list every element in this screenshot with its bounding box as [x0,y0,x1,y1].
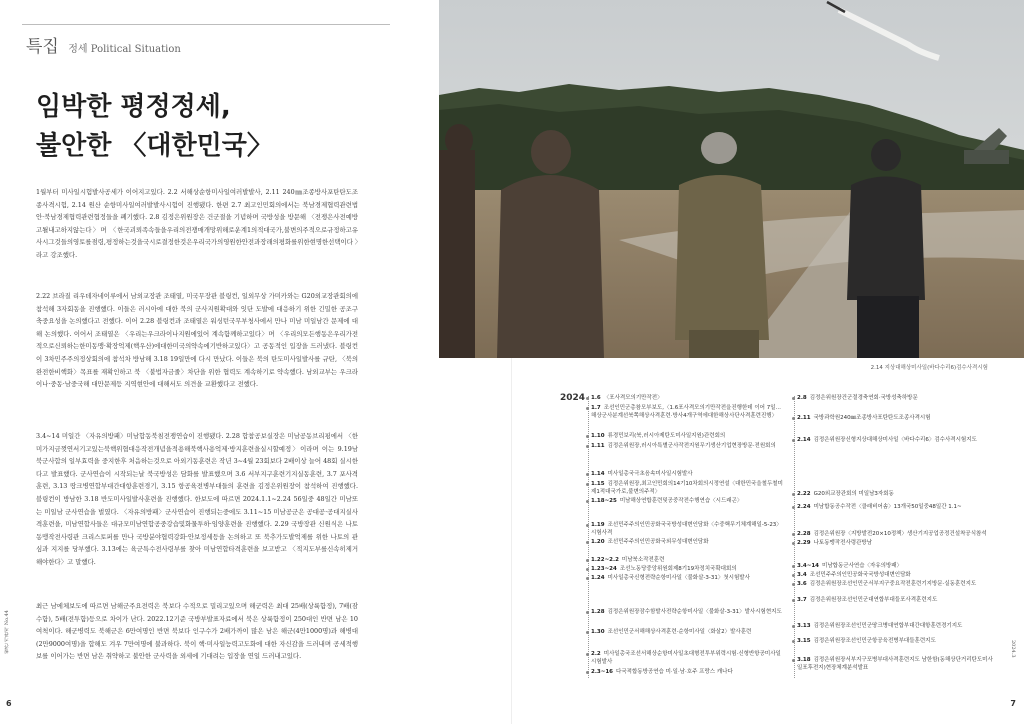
timeline-entry: 1.15 김정은위원장,최고인민회의14기10차회의시정연설〈대한민국을철두철미제1적대국가로,불변의주적〉 [591,480,786,496]
timeline-entry: 3.13 김정은위원장조선인민군땅크병대연합부대간대항훈련경기지도 [797,622,997,630]
timeline-entry: 1.30 조선인민군서해해상사격훈련·순항미사일〈화살2〉발사훈련 [591,628,786,636]
timeline-entry: 1.6 〈포사격모의기만작전〉 [591,394,786,402]
timeline-entry: 3.4~14 미남합동군사연습〈자유의방패〉 [797,562,997,570]
timeline-entry: 2.24 미남합동공수작전〈클래비어솜〉13개국50일중48일간 1.1~ [797,503,997,511]
timeline-entry: 2.14 김정은위원장신형지상대해상미사일〈바다수리6〉검수사격시험지도 [797,436,997,444]
timeline-entry: 1.24 미사일총국신형전략순항미사일〈불화살-3-31〉첫시험발사 [591,574,786,582]
headline-line-2: 불안한 〈대한민국〉 [36,131,273,161]
timeline-entry: 1.10 류경민보리(북,러시아제탄도미사일지원)관련회의 [591,432,786,440]
page-number-right: 7 [1010,699,1016,708]
page-number-left: 6 [6,699,12,708]
magazine-side-label: 월간 기관지 No.44 [4,610,10,654]
section-title: 특집 [26,37,59,57]
timeline-entry: 1.23~24 조선노동당중앙위원회제8기19차정치국확대회의 [591,565,786,573]
headline [36,88,273,166]
timeline-entry: 2.3~16 다국적합동방공연습 미·일·남·호주 프랑스 캐나다 [591,668,786,676]
timeline-entry: 1.14 미사일총국극초음속미사일시험발사 [591,470,786,478]
timeline-entry: 2.28 김정은위원장〈지방발전20×10정책〉생산기지공업공정건설착공식참석 [797,530,997,538]
photo-caption: 2.14 지상대해상미사일(바다수리6)검수사격시험 [870,365,988,371]
timeline-entry: 2.22 G20외교장관회의 미일남3자회동 [797,490,997,498]
timeline-entry: 1.22~2.2 미남북소작전훈련 [591,556,786,564]
timeline-entry: 1.19 조선민주주의인민공화국국방성대변인담화〈수중핵무기체계해일-5-23〉시험사격 [591,521,786,537]
body-paragraph-4: 최근 남에체보도에 따르면 남해군주요전력은 북보다 수적으로 밀리고있으며 해군력은 최대 25배(상륙함정), 7배(잠수함), 5배(전투함)등으로 차이가 난다. 2022.12기준 국방부발표자료에서 북은 상륙함정이 250대인 반면 남은 10여척이다. 해군병력도 북해군은 6만여명인 반면 북보다 인구수가 2배가까이 많은 남은 해군(4만1000명)과 해병대(2만9000여명)을 합해도 겨우 7만여명에 불과하다. 북이 핵·미사일능력고도화에 대한 자신감을 드러내며 공세적행보를 이어가는 반면 남은 취약하고 불안한 군사력을 외세에 기대려는 입장을 연일 드러내고있다. [36,602,358,661]
issue-side-label: 2024.3 [1010,640,1016,658]
headline-line-1: 임박한 평정정세, [36,92,231,122]
section-subtitle: 정세 Political Situation [68,44,181,55]
timeline-entry: 2.29 나토동맹작전사령관방남 [797,539,997,547]
header-rule [22,24,390,25]
photo-illustration [439,0,1024,358]
timeline-line-left [588,396,589,678]
timeline-entry: 1.7 조선인민군총참모부보도,〈1.6포사격모의기만작전을진행한데 이어 7일…해상군사분계선북쪽해상사격훈련·방사4개구역에대한해상사단사격훈련진행〉 [591,404,786,420]
timeline-entry: 2.8 김정은위원장건군절경축연회·국방성축하방문 [797,394,997,402]
body-paragraph-3: 3.4~14 미일간 〈자유의방패〉미남합동북침전쟁연습이 진행됐다. 2.28 합참공보실장은 미남공동브리핑에서 〈한미가지금껏연서기고있는북핵위협대응작전개념을적용해북핵사용억제·방지훈련을실시할예정〉이라며 이는 9.19남북군사합의 일부효력을 중지한후 처음하는것으로 아외기동훈련은 작년 3~4월 23회보다 2배이상 늘어 48회 실시한다고 발표했다. 군사연습이 시작되는날 북국방성은 담화를 발표했으며 3.6 서부지구훈련기지실동훈련, 3.7 포사격훈련, 3.13 땅크병연합부대간대항훈련경기, 3.15 항공육전병부대들의 훈련을 김정은위원장이 참석하여 진행했다. 블링컨이 방남한 3.18 반도미사일발사훈련을 진행했다. 한보도에 따르면 2024.1.1~2.24 56일중 48일간 미남또는 미일남 군사연습을 벌였다. 〈자유의방패〉군사연습이 진행되는중에도 3.11~15 미남공군은 공대공·공대지실사격훈련을, 미남연합사들은 대규모미남연합공중강습및화물투하·임양훈련을 진행했다. 2.29 국방장관 신원식은 나토동맹작전사령관 크리스토퍼를 만나 국방분야협력강화·안보정세등을 논의하고 또 북추가도발억제를 위한 나토의 관심과 지지를 당부했다. 3.13에는 육군특수전사령부를 찾아 미남연합타격훈련을 보고받고 〈적지도부를신속히제거해야한다〉고 말했다. [36,432,358,566]
body-paragraph-2: 2.22 브라질 리우데자네이루에서 남외교장관 조태열, 미국무장관 블링컨, 일외무상 가미카와는 G20외교장관회의에 참석해 3자회동을 진행했다. 이들은 러시아에 대한 북의 군사지원확대와 잇단 도발에 대응하기 위한 긴밀한 공조구축중요성을 논의했다고 전했다. 이어 2.28 블링컨과 조태열은 워싱턴국무부청사에서 만나 미남 미일남간 문제에 대해 논의했다. 이어서 조태열은 〈우리는우크라이나지원에있어 계속함께하고있다〉며 〈우리의모든행동은우리가전적으로신뢰하는한미동맹·확장억제(핵우산)에대한미국의약속에기반하고있다〉고 공동적인 입장을 드러냈다. 블링컨이 3차민주주의정상회의에 참석차 방남해 3.18 19일만에 다시 만났다. 이들은 북의 탄도미사일발사를 규탄, 〈북의완전한비핵화〉목표를 재확인하고 북 〈불법자금줄〉차단을 위한 협력도 계속하기로 약속했다. 남외교부는 우크라이나·중동·남중국해 대만문제등 지역현안에 대해서도 의견을 교환했다고 전했다. [36,292,358,389]
timeline-entry: 1.11 김정은위원장,러시아특별군사작전지원무기생산기업현장방문·전원회의 [591,442,786,450]
timeline-entry: 1.18~25 미남해상연합훈련및공중작전수행연습〈시드래곤〉 [591,497,786,505]
timeline-entry: 3.4 조선민주주의인민공화국국방성대변인담화 [797,571,997,579]
timeline-entry: 3.7 김정은위원장조선인민군대연합부대들포사격훈련지도 [797,596,997,604]
missile-test-photo [439,0,1024,358]
timeline-entry: 3.15 김정은위원장조선인민군항공육전병부대들훈련지도 [797,637,997,645]
timeline-entry: 2.2 미사일총국조선서해상순항미사일초대형전투부위력시험·신형반항공미사일시험발사 [591,650,786,666]
timeline-entry: 1.20 조선민주주의인민공화국외무성대변인담화 [591,538,786,546]
timeline-year: 2024 [560,393,586,403]
timeline-entry: 3.18 김정은위원장서부지구포병부대사격훈련지도 남한함(동해상단거리탄도미사일포후전지)현장체계분석발표 [797,656,997,672]
timeline-entry: 1.28 김정은위원장잠수함발사전략순항미사일〈불화살-3-31〉발사시험현지도 [591,608,786,616]
timeline-entry: 3.6 김정은위원장조선인민군서부지구중요작전훈련기지방문·실동훈련지도 [797,580,997,588]
section-tag [26,32,181,57]
timeline-entry: 2.11 국방과학원240㎜조종방사포탄탄도조종사격시험 [797,414,997,422]
body-paragraph-1: 1월부터 미사일시험발사공세가 이어지고있다. 2.2 서해상순항미사일여러발발사, 2.11 240㎜조종방사포탄탄도조종사격시험, 2.14 원산 순항미사일여러발발사시험이 진행됐다. 한편 2.7 최고인민회의에서는 북남경제협력관련법안·북남경제협력관련협정들을 폐기했다. 2.8 김정은위원장은 건군절을 기념하며 국방성을 방문해 〈전쟁은사전예방고될내고하지않는다〉며 〈한국괴뢰족속들을우리의전쟁매개망위해로운계1의적대국가,불변의주적으로규정하고유사시그것들의영토를점령,평정하는것을국시로결정한것은우리국가의영원한안전과장래의평화를위한현명한선택이다〉라고 강조했다. [36,188,358,259]
right-page [512,0,1024,724]
